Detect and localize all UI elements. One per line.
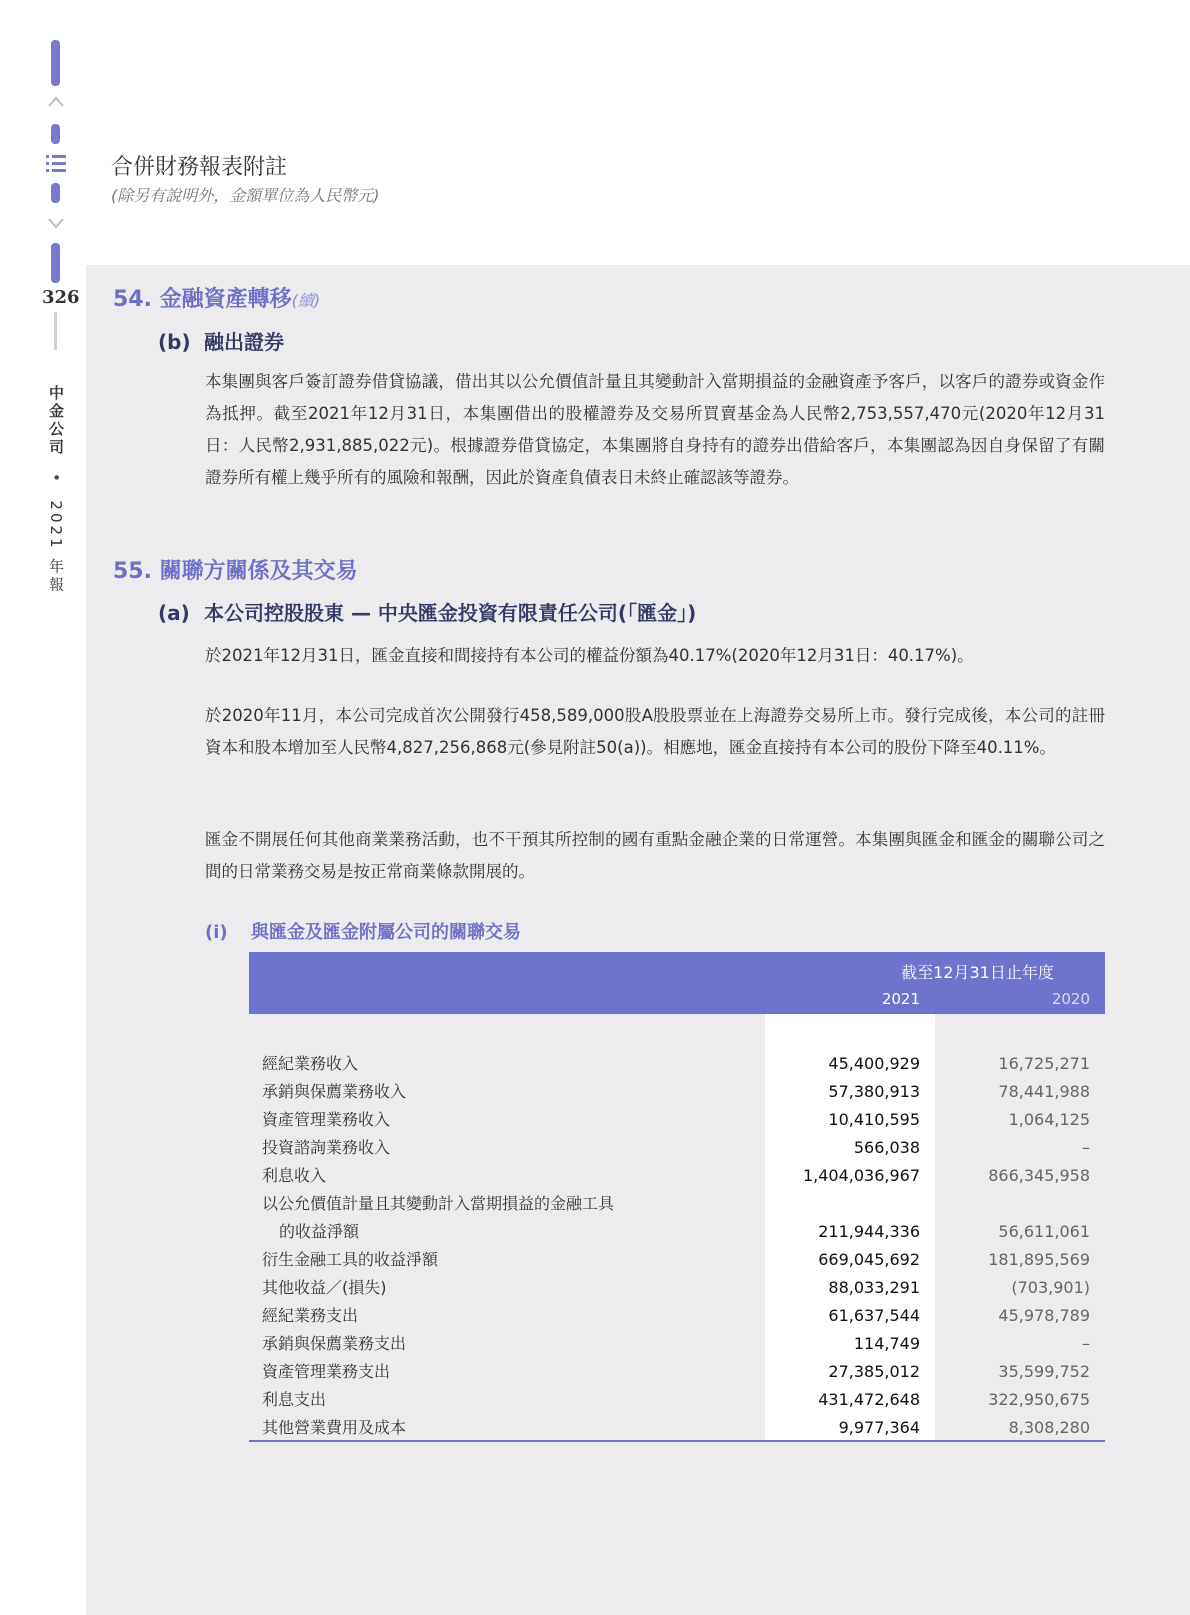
table-row xyxy=(249,1386,1105,1414)
row-label: 其他營業費用及成本 xyxy=(262,1418,407,1437)
rail-segment xyxy=(51,124,60,144)
value-2021: 61,637,544 xyxy=(828,1306,920,1325)
section-54-heading xyxy=(113,282,320,313)
table-row xyxy=(249,1358,1105,1386)
vertical-report-label xyxy=(46,385,67,594)
table-row xyxy=(249,1246,1105,1274)
related-transactions-table xyxy=(249,952,1105,1442)
document-title: 合併財務報表附註 xyxy=(111,155,288,180)
value-2020: 322,950,675 xyxy=(988,1390,1090,1409)
row-label: 衍生金融工具的收益淨額 xyxy=(262,1250,439,1269)
row-label: 以公允價值計量且其變動計入當期損益的金融工具 xyxy=(262,1194,615,1213)
row-label: 經紀業務支出 xyxy=(262,1306,359,1325)
value-2020: 56,611,061 xyxy=(998,1222,1090,1241)
subsection-a-tag: (a) xyxy=(158,601,190,625)
report-year: 2021 年報 xyxy=(47,500,65,595)
subsection-b-tag: (b) xyxy=(158,330,191,354)
value-2020: 16,725,271 xyxy=(998,1054,1090,1073)
value-2020: 45,978,789 xyxy=(998,1306,1090,1325)
row-label: 其他收益／(損失) xyxy=(262,1278,387,1297)
huijin-operations-paragraph: 匯金不開展任何其他商業業務活動，也不干預其所控制的國有重點金融企業的日常運營。本集團與匯金和匯金的關聯公司之間的日常業務交易是按正常商業條款開展的。 xyxy=(205,830,1105,881)
subsection-i-tag: (i) xyxy=(205,922,228,943)
row-label: 投資諮詢業務收入 xyxy=(262,1138,391,1157)
row-label: 承銷與保薦業務支出 xyxy=(262,1334,407,1353)
value-2021: 431,472,648 xyxy=(818,1390,920,1409)
table-row xyxy=(249,1162,1105,1190)
value-2021: 57,380,913 xyxy=(828,1082,920,1101)
year-2020-header: 2020 xyxy=(1051,990,1090,1008)
value-2020: 35,599,752 xyxy=(998,1362,1090,1381)
value-2020: – xyxy=(1082,1138,1090,1157)
separator-dot: • xyxy=(47,472,65,485)
company-name: 中金公司 xyxy=(47,385,65,457)
subsection-a-title: 本公司控股股東 — 中央匯金投資有限責任公司(「匯金」) xyxy=(204,601,697,625)
value-2021: 9,977,364 xyxy=(838,1418,920,1437)
table-body xyxy=(249,1014,1105,1442)
row-label: 利息支出 xyxy=(262,1390,327,1409)
value-2021: 211,944,336 xyxy=(818,1222,920,1241)
section-55-heading: 55. 關聯方關係及其交易 xyxy=(113,559,358,584)
table-row xyxy=(249,1274,1105,1302)
row-label: 經紀業務收入 xyxy=(262,1054,359,1073)
chevron-up-icon[interactable] xyxy=(47,93,65,111)
value-2020: 8,308,280 xyxy=(1008,1418,1090,1437)
page-number: 326 xyxy=(42,287,80,308)
subsection-b-title: 融出證券 xyxy=(204,330,284,354)
value-2020: 866,345,958 xyxy=(988,1166,1090,1185)
continued-note: (續) xyxy=(291,291,321,310)
rail-segment xyxy=(51,243,60,283)
period-header: 截至12月31日止年度 xyxy=(901,963,1054,982)
value-2020: 1,064,125 xyxy=(1008,1110,1090,1129)
value-2021: 1,404,036,967 xyxy=(802,1166,920,1185)
table-row xyxy=(249,1134,1105,1162)
rail-segment xyxy=(51,40,60,86)
year-2021-header: 2021 xyxy=(881,990,920,1008)
value-2021: 27,385,012 xyxy=(828,1362,920,1381)
row-label: 的收益淨額 xyxy=(279,1222,360,1241)
subsection-i-heading xyxy=(205,918,521,944)
subsection-a-heading xyxy=(158,597,696,626)
table-row xyxy=(249,1190,1105,1218)
chevron-down-icon[interactable] xyxy=(47,214,65,232)
value-2021: 669,045,692 xyxy=(818,1250,920,1269)
rail-segment xyxy=(51,183,60,203)
table-row xyxy=(249,1218,1105,1246)
table-bottom-rule xyxy=(249,1440,1105,1442)
value-2021: 114,749 xyxy=(853,1334,920,1353)
table-row xyxy=(249,1302,1105,1330)
securities-lending-paragraph: 本集團與客戶簽訂證券借貸協議，借出其以公允價值計量且其變動計入當期損益的金融資產予客戶，以客戶的證券或資金作為抵押。截至2021年12月31日，本集團借出的股權證券及交易所買賣基金為人民幣2,753,557,470元(2020年12月31日：人民幣2,931,885,022元)。根據證券借貸協定，本集團將自身持有的證券出借給客戶，本集團認為因自身保留了有關證券所有權上幾乎所有的風險和報酬，因此於資產負債表日未終止確認該等證券。 xyxy=(205,372,1105,487)
document-subtitle: (除另有說明外，金額單位為人民幣元) xyxy=(111,186,380,205)
value-2021: 566,038 xyxy=(853,1138,920,1157)
subsection-b-heading xyxy=(158,326,284,355)
subsection-i-title: 與匯金及匯金附屬公司的關聯交易 xyxy=(251,922,521,943)
table-row xyxy=(249,1106,1105,1134)
huijin-holding-paragraph: 於2021年12月31日，匯金直接和間接持有本公司的權益份額為40.17%(2020年12月31日：40.17%)。 xyxy=(205,646,974,665)
row-label: 承銷與保薦業務收入 xyxy=(262,1082,407,1101)
value-2021: 10,410,595 xyxy=(828,1110,920,1129)
table-row xyxy=(249,1050,1105,1078)
list-icon[interactable] xyxy=(45,153,67,175)
row-label: 資產管理業務收入 xyxy=(262,1110,391,1129)
row-label: 利息收入 xyxy=(262,1166,327,1185)
rail-divider xyxy=(54,312,57,350)
section-54-title: 54. 金融資產轉移 xyxy=(113,287,292,312)
value-2021: 45,400,929 xyxy=(828,1054,920,1073)
row-label: 資產管理業務支出 xyxy=(262,1362,391,1381)
table-header xyxy=(249,952,1105,1014)
value-2021: 88,033,291 xyxy=(828,1278,920,1297)
table-row xyxy=(249,1078,1105,1106)
value-2020: (703,901) xyxy=(1011,1278,1090,1297)
table-row xyxy=(249,1414,1105,1442)
value-2020: 181,895,569 xyxy=(988,1250,1090,1269)
value-2020: – xyxy=(1082,1334,1090,1353)
value-2020: 78,441,988 xyxy=(998,1082,1090,1101)
ipo-paragraph: 於2020年11月，本公司完成首次公開發行458,589,000股A股股票並在上海證券交易所上市。發行完成後，本公司的註冊資本和股本增加至人民幣4,827,256,868元(參見附註50(a))。相應地，匯金直接持有本公司的股份下降至40.11%。 xyxy=(205,706,1105,757)
table-row xyxy=(249,1330,1105,1358)
